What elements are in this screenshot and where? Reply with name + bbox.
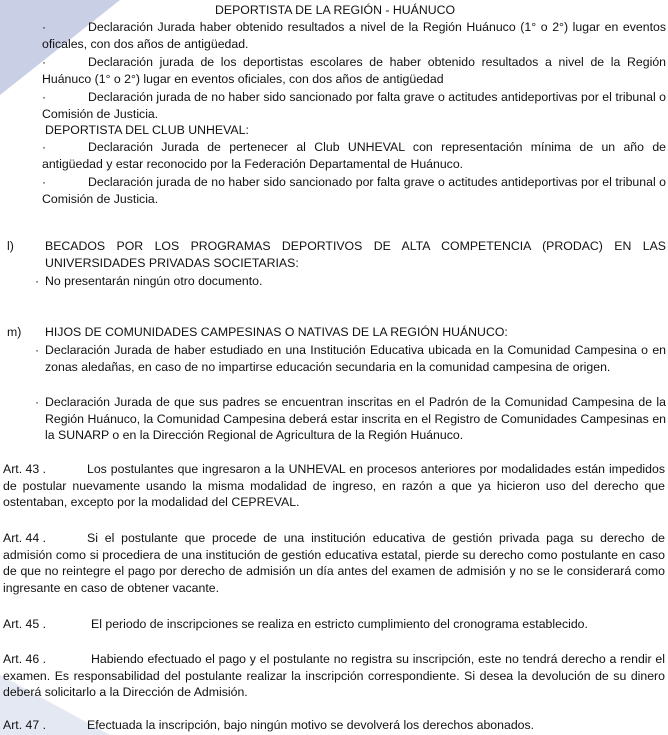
article-46: Art. 46 . Habiendo efectuado el pago y el postulante no registra su inscripción, este no tendrá derecho a rendir el examen. Es responsabilidad del postulante realizar la inscripción correspondiente. Si desea la devolución de su dinero deberá solicitarlo a la Dirección de Admisión. — [3, 652, 665, 700]
bullet: · — [42, 20, 47, 34]
bullet: · — [42, 90, 47, 104]
article-43: Art. 43 . Los postulantes que ingresaron a la UNHEVAL en procesos anteriores por modalidades están impedidos de postular nuevamente usando la misma modalidad de ingreso, en razón a que ya hicieron uso del derecho que ostentaban, excepto por la modalidad del CEPREVAL. — [3, 462, 665, 510]
list-item: Declaración jurada de los deportistas escolares de haber obtenido resultados a nivel de la Región Huánuco (1° o 2°) lugar en eventos oficiales, con dos años de antigüedad — [42, 55, 666, 86]
list-item: No presentarán ningún otro documento. — [45, 274, 263, 288]
section-title-region: DEPORTISTA DE LA REGIÓN - HUÁNUCO — [215, 3, 456, 17]
section-heading-l: BECADOS POR LOS PROGRAMAS DEPORTIVOS DE ALTA COMPETENCIA (PRODAC) EN LAS UNIVERSIDADES PRIVADAS SOCIETARIAS: — [45, 239, 666, 270]
article-47: Art. 47 . Efectuada la inscripción, bajo ningún motivo se devolverá los derechos abonados. — [3, 718, 535, 732]
bullet: · — [35, 274, 40, 288]
section-marker-m: m) — [7, 325, 22, 339]
list-item: Declaración jurada de no haber sido sancionado por falta grave o actitudes antideportivas por el tribunal o Comisión de Justicia. — [42, 175, 666, 206]
list-item: Declaración jurada de no haber sido sancionado por falta grave o actitudes antideportivas por el tribunal o Comisión de Justicia. — [42, 90, 666, 121]
section-marker-l: l) — [7, 239, 14, 253]
section-heading-m: HIJOS DE COMUNIDADES CAMPESINAS O NATIVAS DE LA REGIÓN HUÁNUCO: — [45, 325, 508, 339]
bullet: · — [42, 55, 47, 69]
list-item: Declaración Jurada de haber estudiado en una Institución Educativa ubicada en la Comunidad Campesina o en zonas aledañas, en caso de no impartirse educación secundaria en la comunidad campesina de origen. — [45, 343, 666, 374]
article-44: Art. 44 . Si el postulante que procede de una institución educativa de gestión privada paga su derecho de admisión como si procediera de una institución de gestión educativa estatal, pierde su derecho como postulante en caso de que no reintegre el pago por derecho de admisión un día antes del examen de admisión y no se le considerará como ingresante en caso de obtener vacante. — [3, 531, 665, 595]
list-item: Declaración Jurada de que sus padres se encuentran inscritas en el Padrón de la Comunidad Campesina de la Región Huánuco, la Comunidad Campesina deberá estar inscrita en el Registro de Comunidades Campesinas en la SUNARP o en la Dirección Regional de Agricultura de la Región Huánuco. — [45, 395, 666, 443]
section-title-club: DEPORTISTA DEL CLUB UNHEVAL: — [45, 123, 249, 137]
article-45: Art. 45 . El periodo de inscripciones se realiza en estricto cumplimiento del cronograma establecido. — [3, 617, 588, 631]
list-item: Declaración Jurada haber obtenido resultados a nivel de la Región Huánuco (1° o 2°) lugar en eventos oficales, con dos años de antigüedad. — [42, 20, 666, 51]
bullet: · — [35, 343, 40, 357]
bullet: · — [42, 140, 47, 154]
bullet: · — [35, 395, 40, 409]
list-item: Declaración Jurada de pertenecer al Club UNHEVAL con representación mínima de un año de antigüedad y estar reconocido por la Federación Departamental de Huánuco. — [42, 140, 666, 171]
bullet: · — [42, 175, 47, 189]
